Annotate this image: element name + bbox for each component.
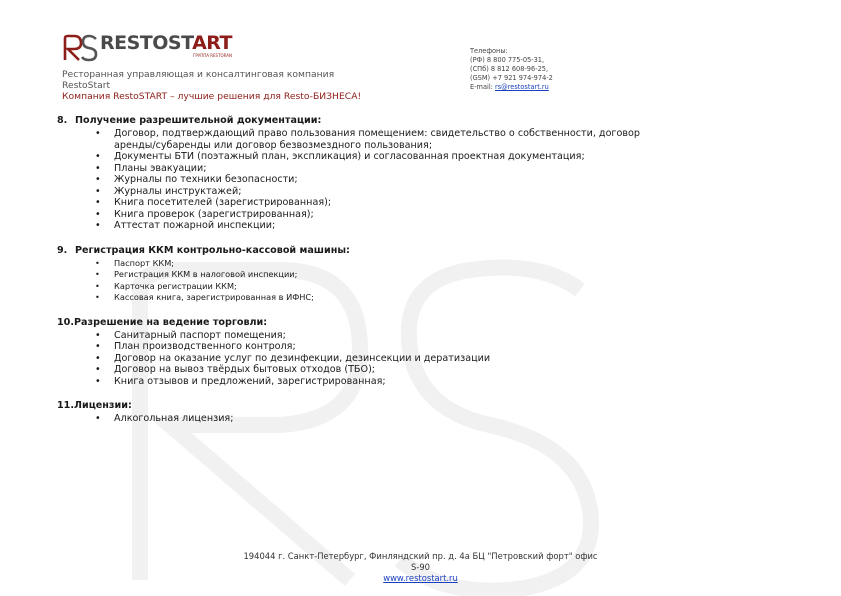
rs-logo-icon xyxy=(62,34,98,62)
list-item: • Книга посетителей (зарегистрированная); xyxy=(57,197,757,209)
list-item: • Регистрация ККМ в налоговой инспекции; xyxy=(57,269,757,281)
list-item: • Договор на оказание услуг по дезинфекции, дезинсекции и дератизации xyxy=(57,353,757,365)
list-item: • Алкогольная лицензия; xyxy=(57,413,757,425)
list-item: • Договор на вывоз твёрдых бытовых отходов (ТБО); xyxy=(57,364,757,376)
email-label: E-mail: xyxy=(470,83,495,91)
list-item: • Планы эвакуации; xyxy=(57,163,757,175)
section-title: 9. Регистрация ККМ контрольно-кассовой машины: xyxy=(57,244,350,256)
section-permits xyxy=(57,115,757,232)
company-slogan: Компания RestoSTART – лучшие решения для Resto-БИЗНЕСА! xyxy=(62,91,362,102)
list-item: • Журналы инструктажей; xyxy=(57,186,757,198)
list-item-continuation: аренды/субаренды или договор безвозмездного пользования; xyxy=(114,139,433,151)
footer-office: S-90 xyxy=(411,562,430,572)
email-link[interactable]: rs@restostart.ru xyxy=(495,83,549,91)
footer-address: 194044 г. Санкт-Петербург, Финляндский пр. д. 4а БЦ "Петровский форт" офис xyxy=(243,551,598,561)
list-item: • Санитарный паспорт помещения; xyxy=(57,330,757,342)
list-item: • План производственного контроля; xyxy=(57,341,757,353)
section-licenses xyxy=(57,400,757,425)
phone-spb: (СПб) 8 812 608-96-25, xyxy=(470,65,549,73)
logo-wordmark: RESTOSTART xyxy=(100,32,233,54)
website-link[interactable]: www.restostart.ru xyxy=(383,573,458,583)
phone-rf: (РФ) 8 800 775-05-31, xyxy=(470,56,545,64)
list-item: • Книга проверок (зарегистрированная); xyxy=(57,209,757,221)
section-title: 11.Лицензии: xyxy=(57,400,132,411)
company-description xyxy=(62,69,361,102)
section-title: 8. Получение разрешительной документации: xyxy=(57,115,322,126)
section-kkm xyxy=(57,245,757,304)
company-line-1: Ресторанная управляющая и консалтинговая компания xyxy=(62,69,335,80)
document-body xyxy=(57,115,757,438)
list-item: • Кассовая книга, зарегистрированная в ИФНС; xyxy=(57,292,757,304)
section-trade-permit xyxy=(57,317,757,388)
phones-title: Телефоны: xyxy=(470,47,508,55)
logo-tagline: ГРУППА RESTORAN xyxy=(192,53,233,58)
company-line-2: RestoStart xyxy=(62,80,111,91)
list-item: • Документы БТИ (поэтажный план, экспликация) и согласованная проектная документация; xyxy=(57,151,757,163)
list-item: • Карточка регистрации ККМ; xyxy=(57,281,757,293)
list-item: • Аттестат пожарной инспекции; xyxy=(57,220,757,232)
list-item: • Паспорт ККМ; xyxy=(57,258,757,270)
email-row xyxy=(470,83,553,92)
list-item: • Книга отзывов и предложений, зарегистрированная; xyxy=(57,376,757,388)
section-title: 10.Разрешение на ведение торговли: xyxy=(57,316,268,328)
contact-block xyxy=(470,47,553,92)
company-logo xyxy=(62,34,232,62)
list-item: • Договор, подтверждающий право пользования помещением: свидетельство о собственности, договор xyxy=(57,128,757,140)
list-item: • Журналы по техники безопасности; xyxy=(57,174,757,186)
phone-gsm: (GSM) +7 921 974-974-2 xyxy=(470,74,553,82)
page-footer xyxy=(0,551,841,584)
